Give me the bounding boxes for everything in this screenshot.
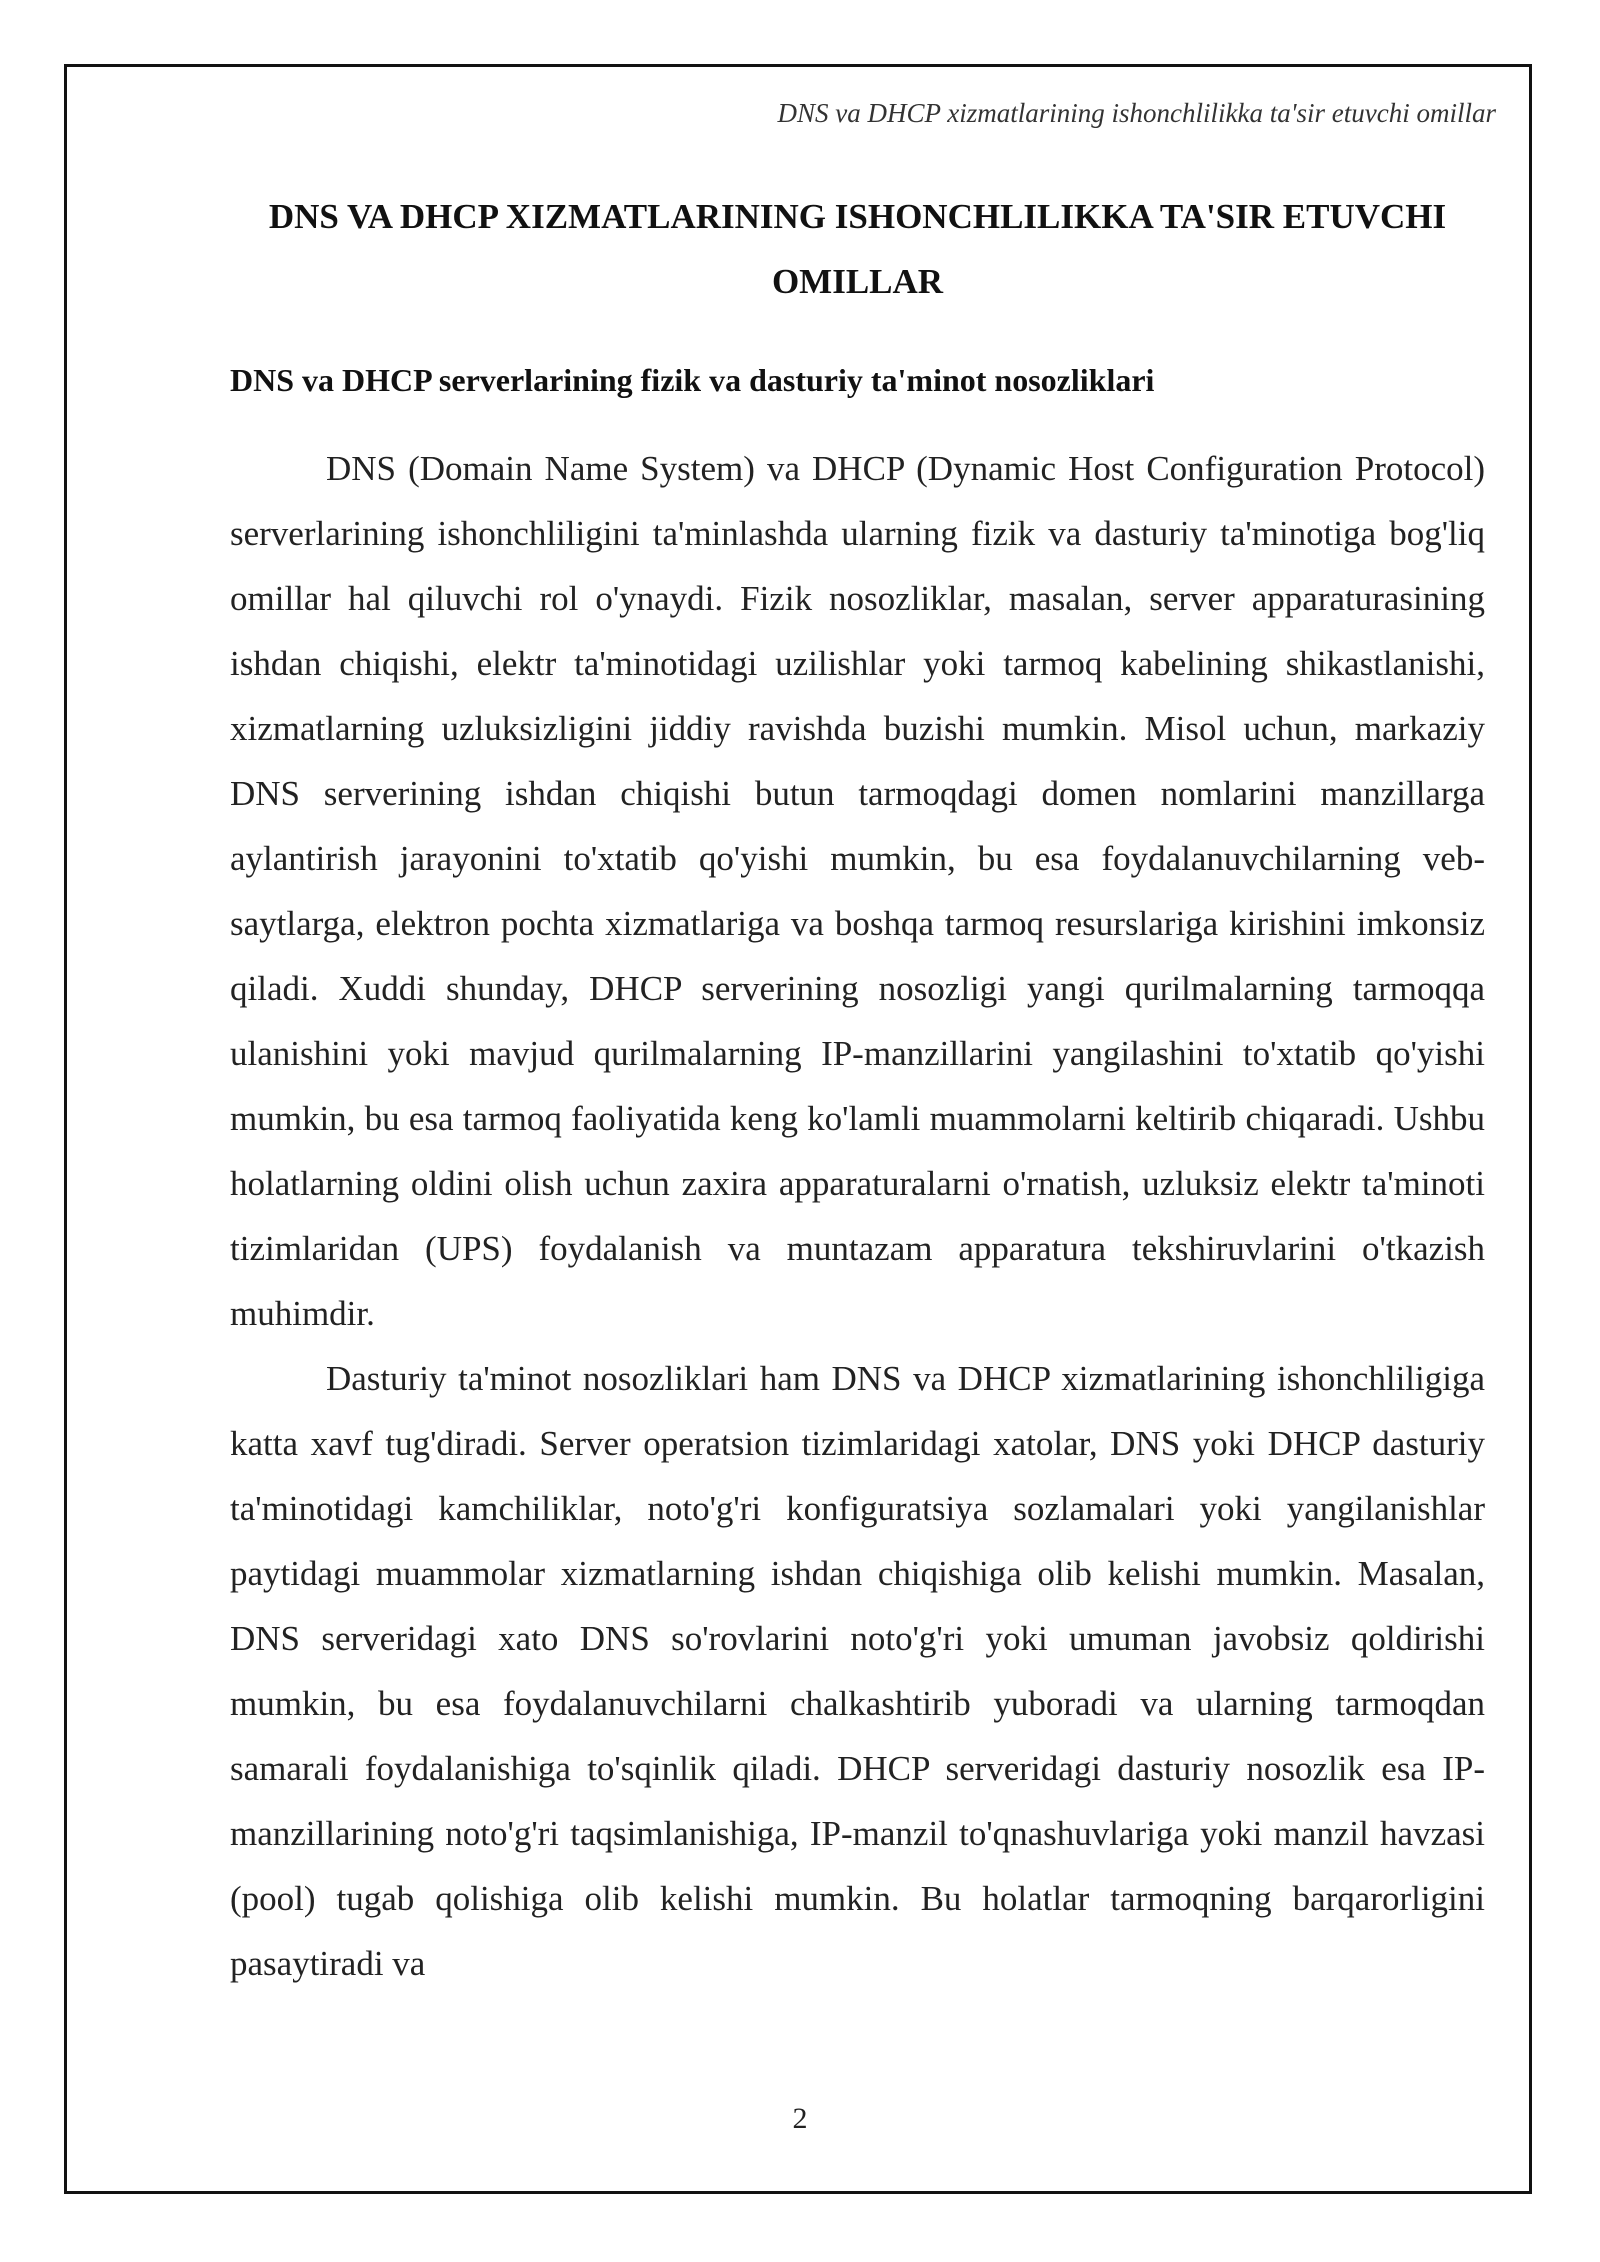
running-header: DNS va DHCP xizmatlarining ishonchlilikka ta'sir etuvchi omillar xyxy=(777,98,1496,128)
page-number: 2 xyxy=(792,2102,808,2135)
body-text xyxy=(230,436,1485,1996)
section-heading: DNS va DHCP serverlarining fizik va dasturiy ta'minot nosozliklari xyxy=(230,362,1155,398)
document-title: DNS VA DHCP XIZMATLARINING ISHONCHLILIKKA TA'SIR ETUVCHI OMILLAR xyxy=(268,197,1447,301)
body-paragraph-1: DNS (Domain Name System) va DHCP (Dynamic Host Configuration Protocol) serverlarining ishonchliligini ta'minlashda ularning fizik va dasturiy ta'minotiga bog'liq omillar hal qiluvchi rol o'ynaydi. Fizik nosozliklar, masalan, server apparaturasining ishdan chiqishi, elektr ta'minotidagi uzilishlar yoki tarmoq kabelining shikastlanishi, xizmatlarning uzluksizligini jiddiy ravishda buzishi mumkin. Misol uchun, markaziy DNS serverining ishdan chiqishi butun tarmoqdagi domen nomlarini manzillarga aylantirish jarayonini to'xtatib qo'yishi mumkin, bu esa foydalanuvchilarning veb-saytlarga, elektron pochta xizmatlariga va boshqa tarmoq resurslariga kirishini imkonsiz qiladi. Xuddi shunday, DHCP serverining nosozligi yangi qurilmalarning tarmoqqa ulanishini yoki mavjud qurilmalarning IP-manzillarini yangilashini to'xtatib qo'yishi mumkin, bu esa tarmoq faoliyatida keng ko'lamli muammolarni keltirib chiqaradi. Ushbu holatlarning oldini olish uchun zaxira apparaturalarni o'rnatish, uzluksiz elektr ta'minoti tizimlaridan (UPS) foydalanish va muntazam apparatura tekshiruvlarini o'tkazish muhimdir. xyxy=(230,449,1485,1333)
body-paragraph-2: Dasturiy ta'minot nosozliklari ham DNS va DHCP xizmatlarining ishonchliligiga katta xavf tug'diradi. Server operatsion tizimlaridagi xatolar, DNS yoki DHCP dasturiy ta'minotidagi kamchiliklar, noto'g'ri konfiguratsiya sozlamalari yoki yangilanishlar paytidagi muammolar xizmatlarning ishdan chiqishiga olib kelishi mumkin. Masalan, DNS serveridagi xato DNS so'rovlarini noto'g'ri yoki umuman javobsiz qoldirishi mumkin, bu esa foydalanuvchilarni chalkashtirib yuboradi va ularning tarmoqdan samarali foydalanishiga to'sqinlik qiladi. DHCP serveridagi dasturiy nosozlik esa IP-manzillarining noto'g'ri taqsimlanishiga, IP-manzil to'qnashuvlariga yoki manzil havzasi (pool) tugab qolishiga olib kelishi mumkin. Bu holatlar tarmoqning barqarorligini pasaytiradi va xyxy=(230,1359,1485,1983)
